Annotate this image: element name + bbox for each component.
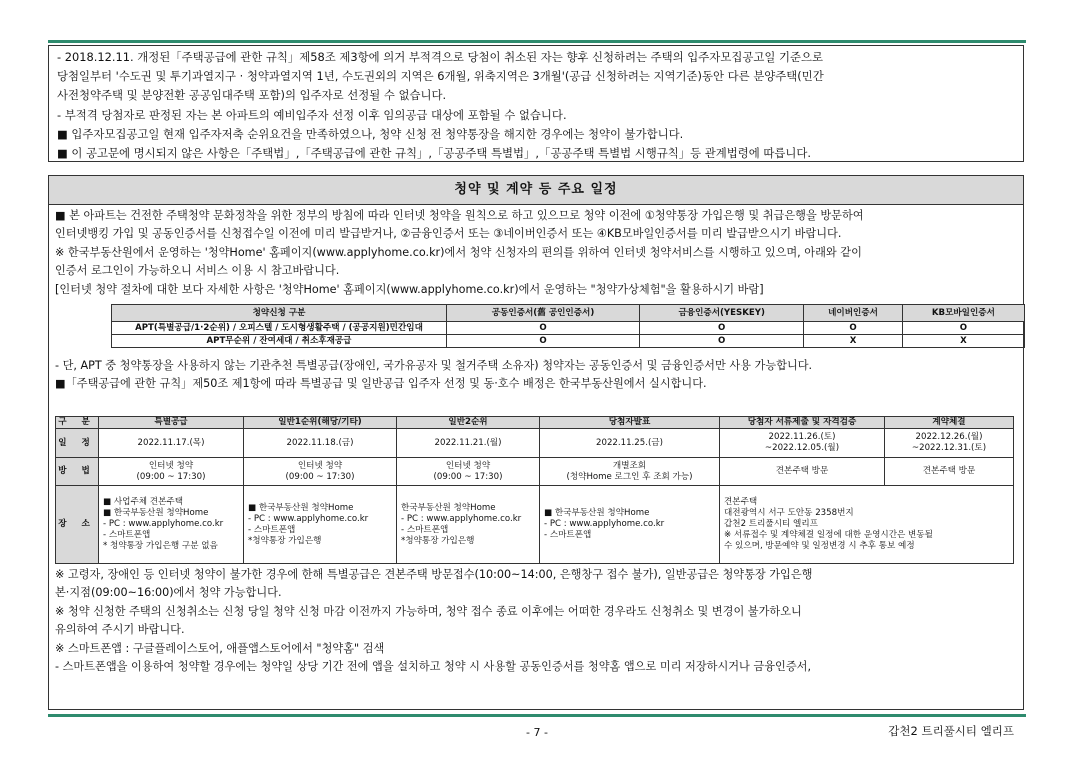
bottom-line: ※ 고령자, 장애인 등 인터넷 청약이 불가한 경우에 한해 특별공급은 견본주택 방문접수(10:00~14:00, 은행창구 접수 불가), 일반공급은 청약통장 가입은행 [55, 568, 813, 581]
place-line: - 스마트폰앱 [401, 524, 449, 535]
place-line: 한국부동산원 청약Home [401, 502, 496, 513]
note-line: - 부적격 당첨자로 판정된 자는 본 아파트의 예비입주자 선정 이후 임의공급 대상에 포함될 수 없습니다. [57, 107, 567, 122]
table-cell: 견본주택 방문 [885, 458, 1014, 486]
place-line: 견본주택 [724, 497, 758, 507]
section-title: 청약 및 계약 등 주요 일정 [49, 176, 1023, 205]
top-rule [48, 40, 1026, 43]
table-cell [397, 486, 540, 564]
table-cell: O [902, 322, 1024, 335]
table-cell [244, 458, 397, 486]
intro-line: [인터넷 청약 절차에 대한 보다 자세한 사항은 '청약Home' 홈페이지(www.applyhome.co.kr)에서 운영하는 "청약가상체험"을 활용하시기 바람] [55, 282, 764, 296]
intro-line: 인증서 로그인이 가능하오니 서비스 이용 시 참고바랍니다. [55, 264, 340, 278]
place-line: - 스마트폰앱 [544, 530, 592, 540]
intro-line: 인터넷뱅킹 가입 및 공동인증서를 신청접수일 이전에 미리 발급받거나, ②금융인증서 또는 ③네이버인증서 또는 ④KB모바일인증서를 미리 발급받으시기 바랍니다. [55, 227, 842, 241]
header-cell: 공동인증서(舊 공인인증서) [447, 305, 640, 322]
bottom-line: 유의하여 주시기 바랍니다. [55, 623, 185, 637]
intro-text [55, 207, 1017, 299]
table-cell [720, 486, 1014, 564]
bottom-line: ※ 스마트폰앱 : 구글플레이스토어, 애플앱스토어에서 "청약홈" 검색 [55, 641, 385, 655]
table-cell [99, 486, 244, 564]
header-cell: 일반2순위 [397, 417, 540, 429]
table-cell [397, 458, 540, 486]
method-time: (09:00 ~ 17:30) [433, 471, 503, 482]
schedule-table [55, 416, 1014, 564]
bottom-line: ※ 청약 신청한 주택의 신청취소는 신청 당일 청약 신청 마감 이전까지 가능하며, 청약 접수 종료 이후에는 어떠한 경우라도 신청취소 및 변경이 불가하오니 [55, 604, 802, 618]
note-line: - 2018.12.11. 개정된「주택공급에 관한 규칙」제58조 제3항에 의거 부적격으로 당첨이 취소된 자는 향후 신청하려는 주택의 입주자모집공고일 기준으로 [57, 50, 823, 64]
table-cell: APT(특별공급/1·2순위) / 오피스텔 / 도시형생활주택 / (공공지원)민간임대 [112, 322, 447, 335]
method-text: 인터넷 청약 [445, 460, 491, 471]
table-row [112, 322, 1025, 335]
bottom-line: - 스마트폰앱을 이용하여 청약할 경우에는 청약일 상당 기간 전에 앱을 설치하고 청약 시 사용할 공동인증서를 청약홈 앱으로 미리 저장하시거나 금융인증서, [55, 660, 812, 674]
table-row [112, 335, 1025, 348]
place-line: - 스마트폰앱 [103, 530, 151, 540]
top-notes-box [48, 45, 1024, 162]
method-time: (09:00 ~ 17:30) [285, 471, 355, 482]
table-cell: O [640, 335, 804, 348]
header-cell: 일반1순위(해당/기타) [244, 417, 397, 429]
place-line: * 청약통장 가입은행 구분 없음 [103, 541, 218, 551]
place-line: - PC : www.applyhome.co.kr [544, 519, 665, 529]
intro-line: ■ 본 아파트는 건전한 주택청약 문화정착을 위한 정부의 방침에 따라 인터넷 청약을 원칙으로 하고 있으므로 청약 이전에 ①청약통장 가입은행 및 취급은행을 방문하여 [55, 209, 864, 222]
table-cell [244, 486, 397, 564]
table-cell [540, 458, 720, 486]
table-cell: O [640, 322, 804, 335]
table-cell: O [447, 335, 640, 348]
table-cell: O [804, 322, 902, 335]
header-cell: 특별공급 [99, 417, 244, 429]
place-line: - PC : www.applyhome.co.kr [248, 513, 369, 524]
place-line: ■ 한국부동산원 청약Home [248, 502, 354, 513]
date-start: 2022.11.26.(토) [768, 432, 836, 442]
date-start: 2022.12.26.(월) [915, 432, 983, 442]
table-row [56, 458, 1014, 486]
place-line: ■ 한국부동산원 청약Home [544, 508, 650, 518]
place-line: - 스마트폰앱 [248, 524, 296, 535]
place-line: ■ 한국부동산원 청약Home [103, 508, 209, 518]
mid-text [55, 357, 1017, 394]
table-cell: X [804, 335, 902, 348]
note-line: 당첨일부터 '수도권 및 투기과열지구 · 청약과열지역 1년, 수도권외의 지역은 6개월, 위축지역은 3개월'(공급 신청하려는 지역기준)동안 다른 분양주택(민간 [57, 69, 824, 84]
header-cell: 당첨자 서류제출 및 자격검증 [720, 417, 885, 429]
header-cell: 계약체결 [885, 417, 1014, 429]
header-cell: KB모바일인증서 [902, 305, 1024, 322]
table-cell: 2022.11.18.(금) [244, 429, 397, 458]
table-cell: 2022.11.21.(월) [397, 429, 540, 458]
table-cell: 2022.11.17.(목) [99, 429, 244, 458]
table-header-row [56, 417, 1014, 429]
mid-line: - 단, APT 중 청약통장을 사용하지 않는 기관추천 특별공급(장애인, 국가유공자 및 철거주택 소유자) 청약자는 공동인증서 및 금융인증서만 사용 가능합니다. [55, 359, 813, 372]
header-cell: 청약신청 구분 [112, 305, 447, 322]
site-name: 갑천2 트리풀시티 엘리프 [888, 724, 1014, 738]
bottom-text [55, 566, 1017, 676]
schedule-section [48, 175, 1024, 710]
row-label: 일 정 [56, 429, 99, 458]
intro-line: ※ 한국부동산원에서 운영하는 '청약Home' 홈페이지(www.applyhome.co.kr)에서 청약 신청자의 편의를 위하여 인터넷 청약서비스를 시행하고 있으며, 아래와 같이 [55, 245, 862, 259]
table-cell: APT무순위 / 잔여세대 / 취소후재공급 [112, 335, 447, 348]
table-row [56, 486, 1014, 564]
place-line: 갑천2 트리풀시티 엘리프 [724, 519, 818, 529]
header-cell: 당첨자발표 [540, 417, 720, 429]
date-end: ~2022.12.31.(토) [911, 443, 987, 453]
method-time: (09:00 ~ 17:30) [136, 471, 206, 482]
header-cell: 금융인증서(YESKEY) [640, 305, 804, 322]
row-label: 장 소 [56, 486, 99, 564]
table-cell [540, 486, 720, 564]
note-line: ■ 이 공고문에 명시되지 않은 사항은「주택법」,「주택공급에 관한 규칙」,「공공주택 특별법」,「공공주택 특별법 시행규칙」등 관계법령에 따릅니다. [57, 146, 812, 161]
place-line: ■ 사업주체 견본주택 [103, 497, 183, 507]
place-line: *청약통장 가입은행 [248, 535, 322, 546]
method-text: 개별조회 [612, 460, 647, 471]
mid-line: ■「주택공급에 관한 규칙」제50조 제1항에 따라 특별공급 및 일반공급 입주자 선정 및 동·호수 배정은 한국부동산원에서 실시합니다. [55, 377, 707, 391]
method-text: 인터넷 청약 [148, 460, 194, 471]
bottom-line: 본·지점(09:00~16:00)에서 청약 가능합니다. [55, 586, 282, 600]
place-line: 대전광역시 서구 도안동 2358번지 [724, 508, 854, 518]
place-line: - PC : www.applyhome.co.kr [103, 519, 224, 529]
place-line: 수 있으며, 방문예약 및 일정변경 시 추후 통보 예정 [724, 541, 915, 551]
header-cell: 네이버인증서 [804, 305, 902, 322]
page-number: - 7 - [526, 726, 548, 739]
note-line: 사전청약주택 및 분양전환 공공임대주택 포함)의 입주자로 선정될 수 없습니다. [57, 88, 447, 103]
table-cell [720, 429, 885, 458]
table-cell: 견본주택 방문 [720, 458, 885, 486]
table-cell: 2022.11.25.(금) [540, 429, 720, 458]
bottom-rule [48, 714, 1026, 717]
table-cell: O [447, 322, 640, 335]
method-time: (청약Home 로그인 후 조회 가능) [566, 471, 693, 482]
date-end: ~2022.12.05.(월) [764, 443, 840, 453]
note-line: ■ 입주자모집공고일 현재 입주자저축 순위요건을 만족하였으나, 청약 신청 전 청약통장을 해지한 경우에는 청약이 불가합니다. [57, 126, 684, 141]
method-text: 인터넷 청약 [297, 460, 343, 471]
table-header-row [112, 305, 1025, 322]
table-row [56, 429, 1014, 458]
certificate-table [111, 304, 1025, 348]
place-line: - PC : www.applyhome.co.kr [401, 513, 522, 524]
place-line: *청약통장 가입은행 [401, 535, 475, 546]
table-cell [885, 429, 1014, 458]
table-cell: X [902, 335, 1024, 348]
row-label: 방 법 [56, 458, 99, 486]
place-line: ※ 서류접수 및 계약체결 일정에 대한 운영시간은 변동될 [724, 530, 933, 540]
table-cell [99, 458, 244, 486]
header-cell: 구 분 [56, 417, 99, 429]
